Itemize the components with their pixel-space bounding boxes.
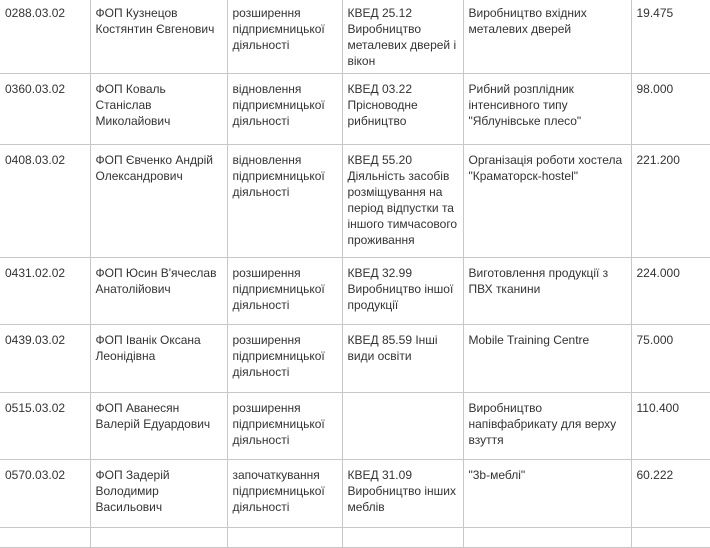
cell-code: 0408.03.02 [0, 145, 90, 258]
table-row [0, 393, 710, 460]
cell-code: 0288.03.02 [0, 0, 90, 74]
cell-project: Виробництво напівфабрикату для верху взуття [463, 393, 631, 460]
cell-code: 0439.03.02 [0, 325, 90, 393]
table-row [0, 528, 710, 548]
table-row [0, 325, 710, 393]
cell-purpose: розширення підприємницької діяльності [227, 325, 342, 393]
cell-project: Mobile Training Centre [463, 325, 631, 393]
cell-amount: 19.475 [631, 0, 710, 74]
cell-purpose: розширення підприємницької діяльності [227, 393, 342, 460]
cell-code: 0570.03.02 [0, 460, 90, 528]
cell-amount [631, 528, 710, 548]
cell-project [463, 528, 631, 548]
cell-purpose: відновлення підприємницької діяльності [227, 74, 342, 145]
table-row [0, 74, 710, 145]
cell-kved [342, 528, 463, 548]
cell-kved: КВЕД 32.99 Виробництво іншої продукції [342, 258, 463, 325]
cell-applicant: ФОП Кузнецов Костянтин Євгенович [90, 0, 227, 74]
cell-applicant: ФОП Юсин В'ячеслав Анатолійович [90, 258, 227, 325]
cell-purpose: відновлення підприємницької діяльності [227, 145, 342, 258]
cell-project: Рибний розплідник інтенсивного типу "Яблунівське плесо" [463, 74, 631, 145]
cell-amount: 221.200 [631, 145, 710, 258]
cell-applicant: ФОП Аванесян Валерій Едуардович [90, 393, 227, 460]
cell-kved: КВЕД 25.12 Виробництво металевих дверей і вікон [342, 0, 463, 74]
cell-amount: 224.000 [631, 258, 710, 325]
cell-amount: 98.000 [631, 74, 710, 145]
cell-project: Виробництво вхідних металевих дверей [463, 0, 631, 74]
cell-kved: КВЕД 03.22 Прісноводне рибництво [342, 74, 463, 145]
table-row [0, 258, 710, 325]
cell-kved [342, 393, 463, 460]
cell-project: Організація роботи хостела "Краматорск-hostel" [463, 145, 631, 258]
cell-applicant: ФОП Коваль Станіслав Миколайович [90, 74, 227, 145]
cell-amount: 75.000 [631, 325, 710, 393]
cell-purpose: розширення підприємницької діяльності [227, 258, 342, 325]
cell-purpose: розширення підприємницької діяльності [227, 0, 342, 74]
cell-code [0, 528, 90, 548]
table-row [0, 145, 710, 258]
cell-applicant [90, 528, 227, 548]
cell-purpose: започаткування підприємницької діяльності [227, 460, 342, 528]
cell-kved: КВЕД 55.20 Діяльність засобів розміщування на період відпустки та іншого тимчасового проживання [342, 145, 463, 258]
cell-kved: КВЕД 85.59 Інші види освіти [342, 325, 463, 393]
cell-kved: КВЕД 31.09 Виробництво інших меблів [342, 460, 463, 528]
table-row [0, 0, 710, 74]
cell-project: "3b-меблі" [463, 460, 631, 528]
cell-project: Виготовлення продукції з ПВХ тканини [463, 258, 631, 325]
cell-applicant: ФОП Євченко Андрій Олександрович [90, 145, 227, 258]
cell-code: 0360.03.02 [0, 74, 90, 145]
cell-applicant: ФОП Задерій Володимир Васильович [90, 460, 227, 528]
cell-purpose [227, 528, 342, 548]
table-row [0, 460, 710, 528]
cell-amount: 60.222 [631, 460, 710, 528]
cell-amount: 110.400 [631, 393, 710, 460]
cell-code: 0515.03.02 [0, 393, 90, 460]
cell-code: 0431.02.02 [0, 258, 90, 325]
cell-applicant: ФОП Іванік Оксана Леонідівна [90, 325, 227, 393]
